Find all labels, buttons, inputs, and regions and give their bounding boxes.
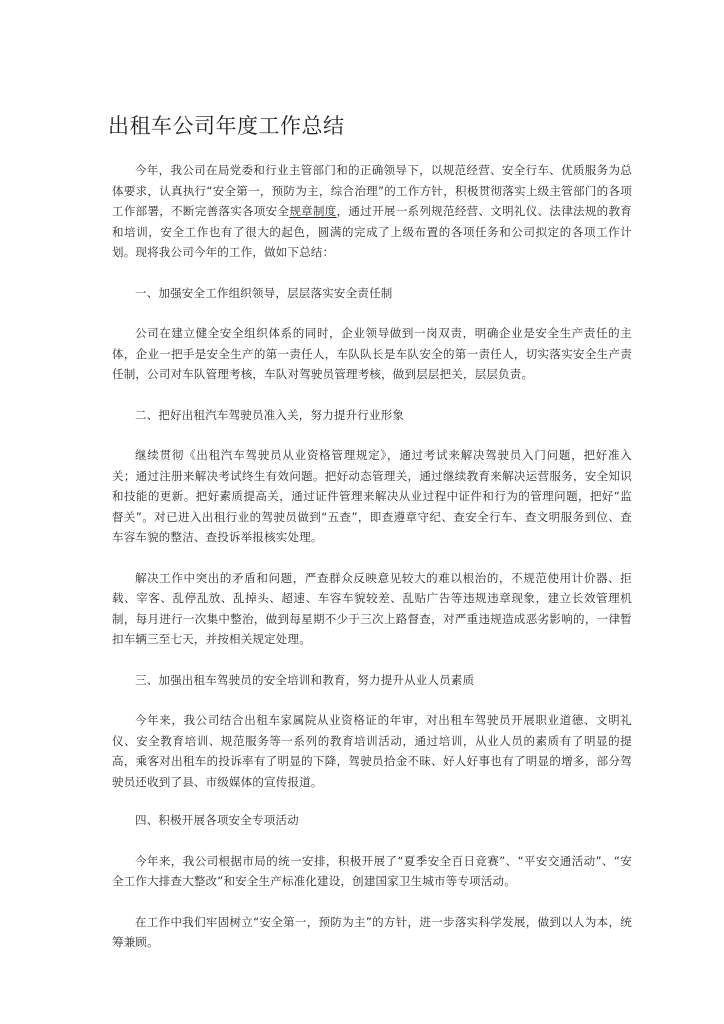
section-4-paragraph-2: 在工作中我们牢固树立“安全第一，预防为主”的方针，进一步落实科学发展，做到以人为本，统筹兼顾。: [112, 914, 632, 949]
section-2-paragraph-1: 继续贯彻《出租汽车驾驶员从业资格管理规定》，通过考试来解决驾驶员入门问题，把好准入关；通过注册来解决考试终生有效问题。把好动态管理关，通过继续教育来解决运营服务，安全知识和技能的更新。把好素质提高关，通过证件管理来解决从业过程中证件和行为的管理问题，把好“监督关”。对已进入出租行业的驾驶员做到“五查”，即查遵章守纪、查安全行车、查文明服务到位、查车容车貌的整洁、查投诉举报核实处理。: [112, 448, 632, 544]
regulations-link[interactable]: 规章制度: [289, 204, 337, 218]
section-2-heading: 二、把好出租汽车驾驶员准入关，努力提升行业形象: [135, 407, 405, 422]
section-1-paragraph: 公司在建立健全安全组织体系的同时，企业领导做到一岗双责，明确企业是安全生产责任的主体，企业一把手是安全生产的第一责任人，车队队长是车队安全的第一责任人，切实落实安全生产责任制，公司对车队管理考核，车队对驾驶员管理考核，做到层层把关，层层负责。: [112, 326, 632, 381]
document-body: [112, 160, 632, 953]
section-1-heading: 一、加强安全工作组织领导，层层落实安全责任制: [135, 285, 393, 300]
page-title: 出租车公司年度工作总结: [108, 114, 345, 138]
section-2-paragraph-2: 解决工作中突出的矛盾和问题，严查群众反映意见较大的难以根治的，不规范使用计价器、拒载、宰客、乱停乱放、乱掉头、超速、车容车貌较差、乱贴广告等违规违章现象，建立长效管理机制，每月进行一次集中整治，做到每星期不少于三次上路督查，对严重违规造成恶劣影响的，一律暂扣车辆三至七天，并按相关规定处理。: [112, 570, 632, 646]
section-4-paragraph-1: 今年来，我公司根据市局的统一安排，积极开展了“夏季安全百日竞赛”、“平安交通活动”、“安全工作大排查大整改”和安全生产标准化建设，创建国家卫生城市等专项活动。: [112, 853, 632, 888]
section-4-heading: 四、积极开展各项安全专项活动: [135, 813, 299, 827]
intro-text-before-link: 今年，我公司在局党委和行业主管部门和的正确领导下，以规范经营、安全行车、优质服务为总体要求，认真执行“安全第一，预防为主，综合治理”的工作方针，积极贯彻落实上级主管部门的各项工作部署，不断完善落实各项安全: [112, 163, 632, 218]
intro-paragraph: [112, 160, 632, 263]
section-3-paragraph: 今年来，我公司结合出租车家属院从业资格证的年审，对出租车驾驶员开展职业道德、文明礼仪、安全教育培训、规范服务等一系列的教育培训活动，通过培训，从业人员的素质有了明显的提高，乘客对出租车的投诉率有了明显的下降，驾驶员拾金不昧、好人好事也有了明显的增多，部分驾驶员还收到了县、市级媒体的宣传报道。: [112, 713, 632, 789]
section-3-heading: 三、加强出租车驾驶员的安全培训和教育，努力提升从业人员素质: [135, 672, 475, 687]
intro-text-after-link: ，通过开展一系列规范经营、文明礼仪、法律法规的教育和培训，安全工作也有了很大的起色，圆满的完成了上级布置的各项任务和公司拟定的各项工作计划。现将我公司今年的工作，做如下总结：: [112, 204, 633, 259]
